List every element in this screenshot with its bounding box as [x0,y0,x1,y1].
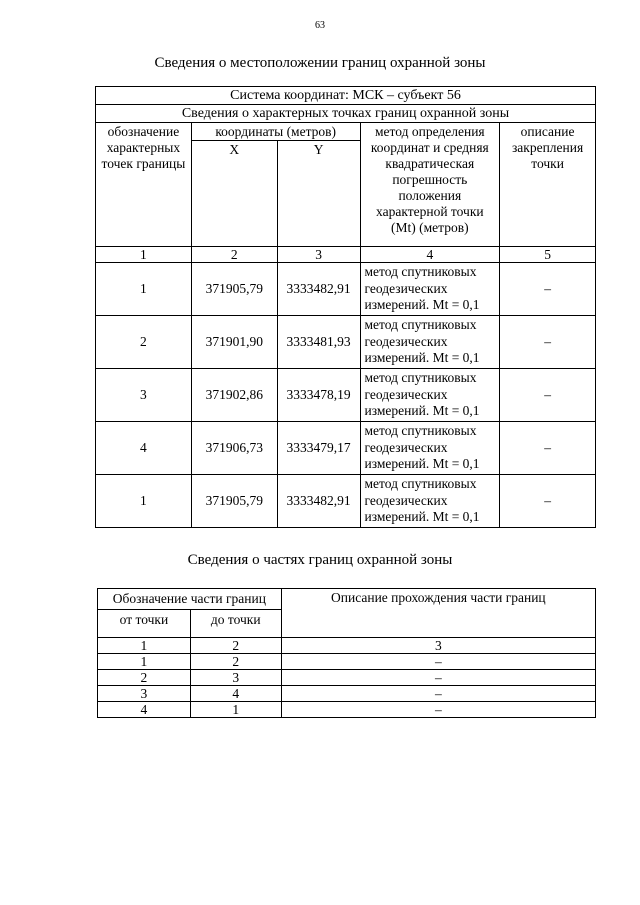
method-cell: метод спутниковых геодезических измерений. Mt = 0,1 [360,475,500,528]
to-point-cell: 2 [190,638,281,654]
column-index: 5 [500,247,596,263]
method-cell: метод спутниковых геодезических измерений. Mt = 0,1 [360,263,500,316]
part-description-cell: – [281,702,595,718]
x-cell: 371905,79 [191,263,277,316]
x-cell: 371901,90 [191,316,277,369]
from-point-cell: 1 [98,654,191,670]
table-row [96,263,596,316]
point-cell: 4 [96,422,192,475]
method-cell: метод спутниковых геодезических измерений. Mt = 0,1 [360,422,500,475]
coordinate-system-cell: Система координат: МСК – субъект 56 [96,87,596,105]
column-index: 4 [360,247,500,263]
point-cell: 1 [96,263,192,316]
header-to-point: до точки [190,610,281,638]
table-row [96,475,596,528]
header-method: метод определения координат и средняя квадратическая погрешность положения характерной точки (Mt) (метров) [360,123,500,247]
point-cell: 2 [96,316,192,369]
x-cell: 371905,79 [191,475,277,528]
from-point-cell: 3 [98,686,191,702]
header-from-point: от точки [98,610,191,638]
from-point-cell: 2 [98,670,191,686]
y-cell: 3333482,91 [277,263,360,316]
table-row [96,422,596,475]
page-number: 63 [315,20,325,31]
part-description-cell: 3 [281,638,595,654]
y-cell: 3333478,19 [277,369,360,422]
header-part-description: Описание прохождения части границ [281,589,595,638]
column-index: 3 [277,247,360,263]
from-point-cell: 4 [98,702,191,718]
boundary-parts-table [97,588,596,718]
description-cell: – [500,263,596,316]
part-description-cell: – [281,686,595,702]
table-row [98,670,596,686]
header-x: X [191,141,277,247]
to-point-cell: 2 [190,654,281,670]
description-cell: – [500,475,596,528]
y-cell: 3333479,17 [277,422,360,475]
boundary-points-table [95,86,596,528]
y-cell: 3333481,93 [277,316,360,369]
part-description-cell: – [281,670,595,686]
table-row [98,686,596,702]
section-heading: Сведения о частях границ охранной зоны [187,552,453,568]
table-row [96,316,596,369]
method-cell: метод спутниковых геодезических измерений. Mt = 0,1 [360,316,500,369]
x-cell: 371902,86 [191,369,277,422]
table-section-title: Сведения о характерных точках границ охранной зоны [96,105,596,123]
part-description-cell: – [281,654,595,670]
description-cell: – [500,369,596,422]
section-heading: Сведения о местоположении границ охранной зоны [154,55,486,71]
to-point-cell: 4 [190,686,281,702]
header-point-designation: обозначение характерных точек границы [96,123,192,247]
table-row [98,654,596,670]
point-cell: 3 [96,369,192,422]
table-row [98,638,596,654]
header-part-designation: Обозначение части границ [98,589,282,610]
header-coordinates: координаты (метров) [191,123,360,141]
to-point-cell: 1 [190,702,281,718]
description-cell: – [500,316,596,369]
column-index: 1 [96,247,192,263]
point-cell: 1 [96,475,192,528]
from-point-cell: 1 [98,638,191,654]
method-cell: метод спутниковых геодезических измерений. Mt = 0,1 [360,369,500,422]
header-y: Y [277,141,360,247]
x-cell: 371906,73 [191,422,277,475]
to-point-cell: 3 [190,670,281,686]
description-cell: – [500,422,596,475]
column-index: 2 [191,247,277,263]
table-row [98,702,596,718]
y-cell: 3333482,91 [277,475,360,528]
header-description: описание закрепления точки [500,123,596,247]
table-row [96,369,596,422]
